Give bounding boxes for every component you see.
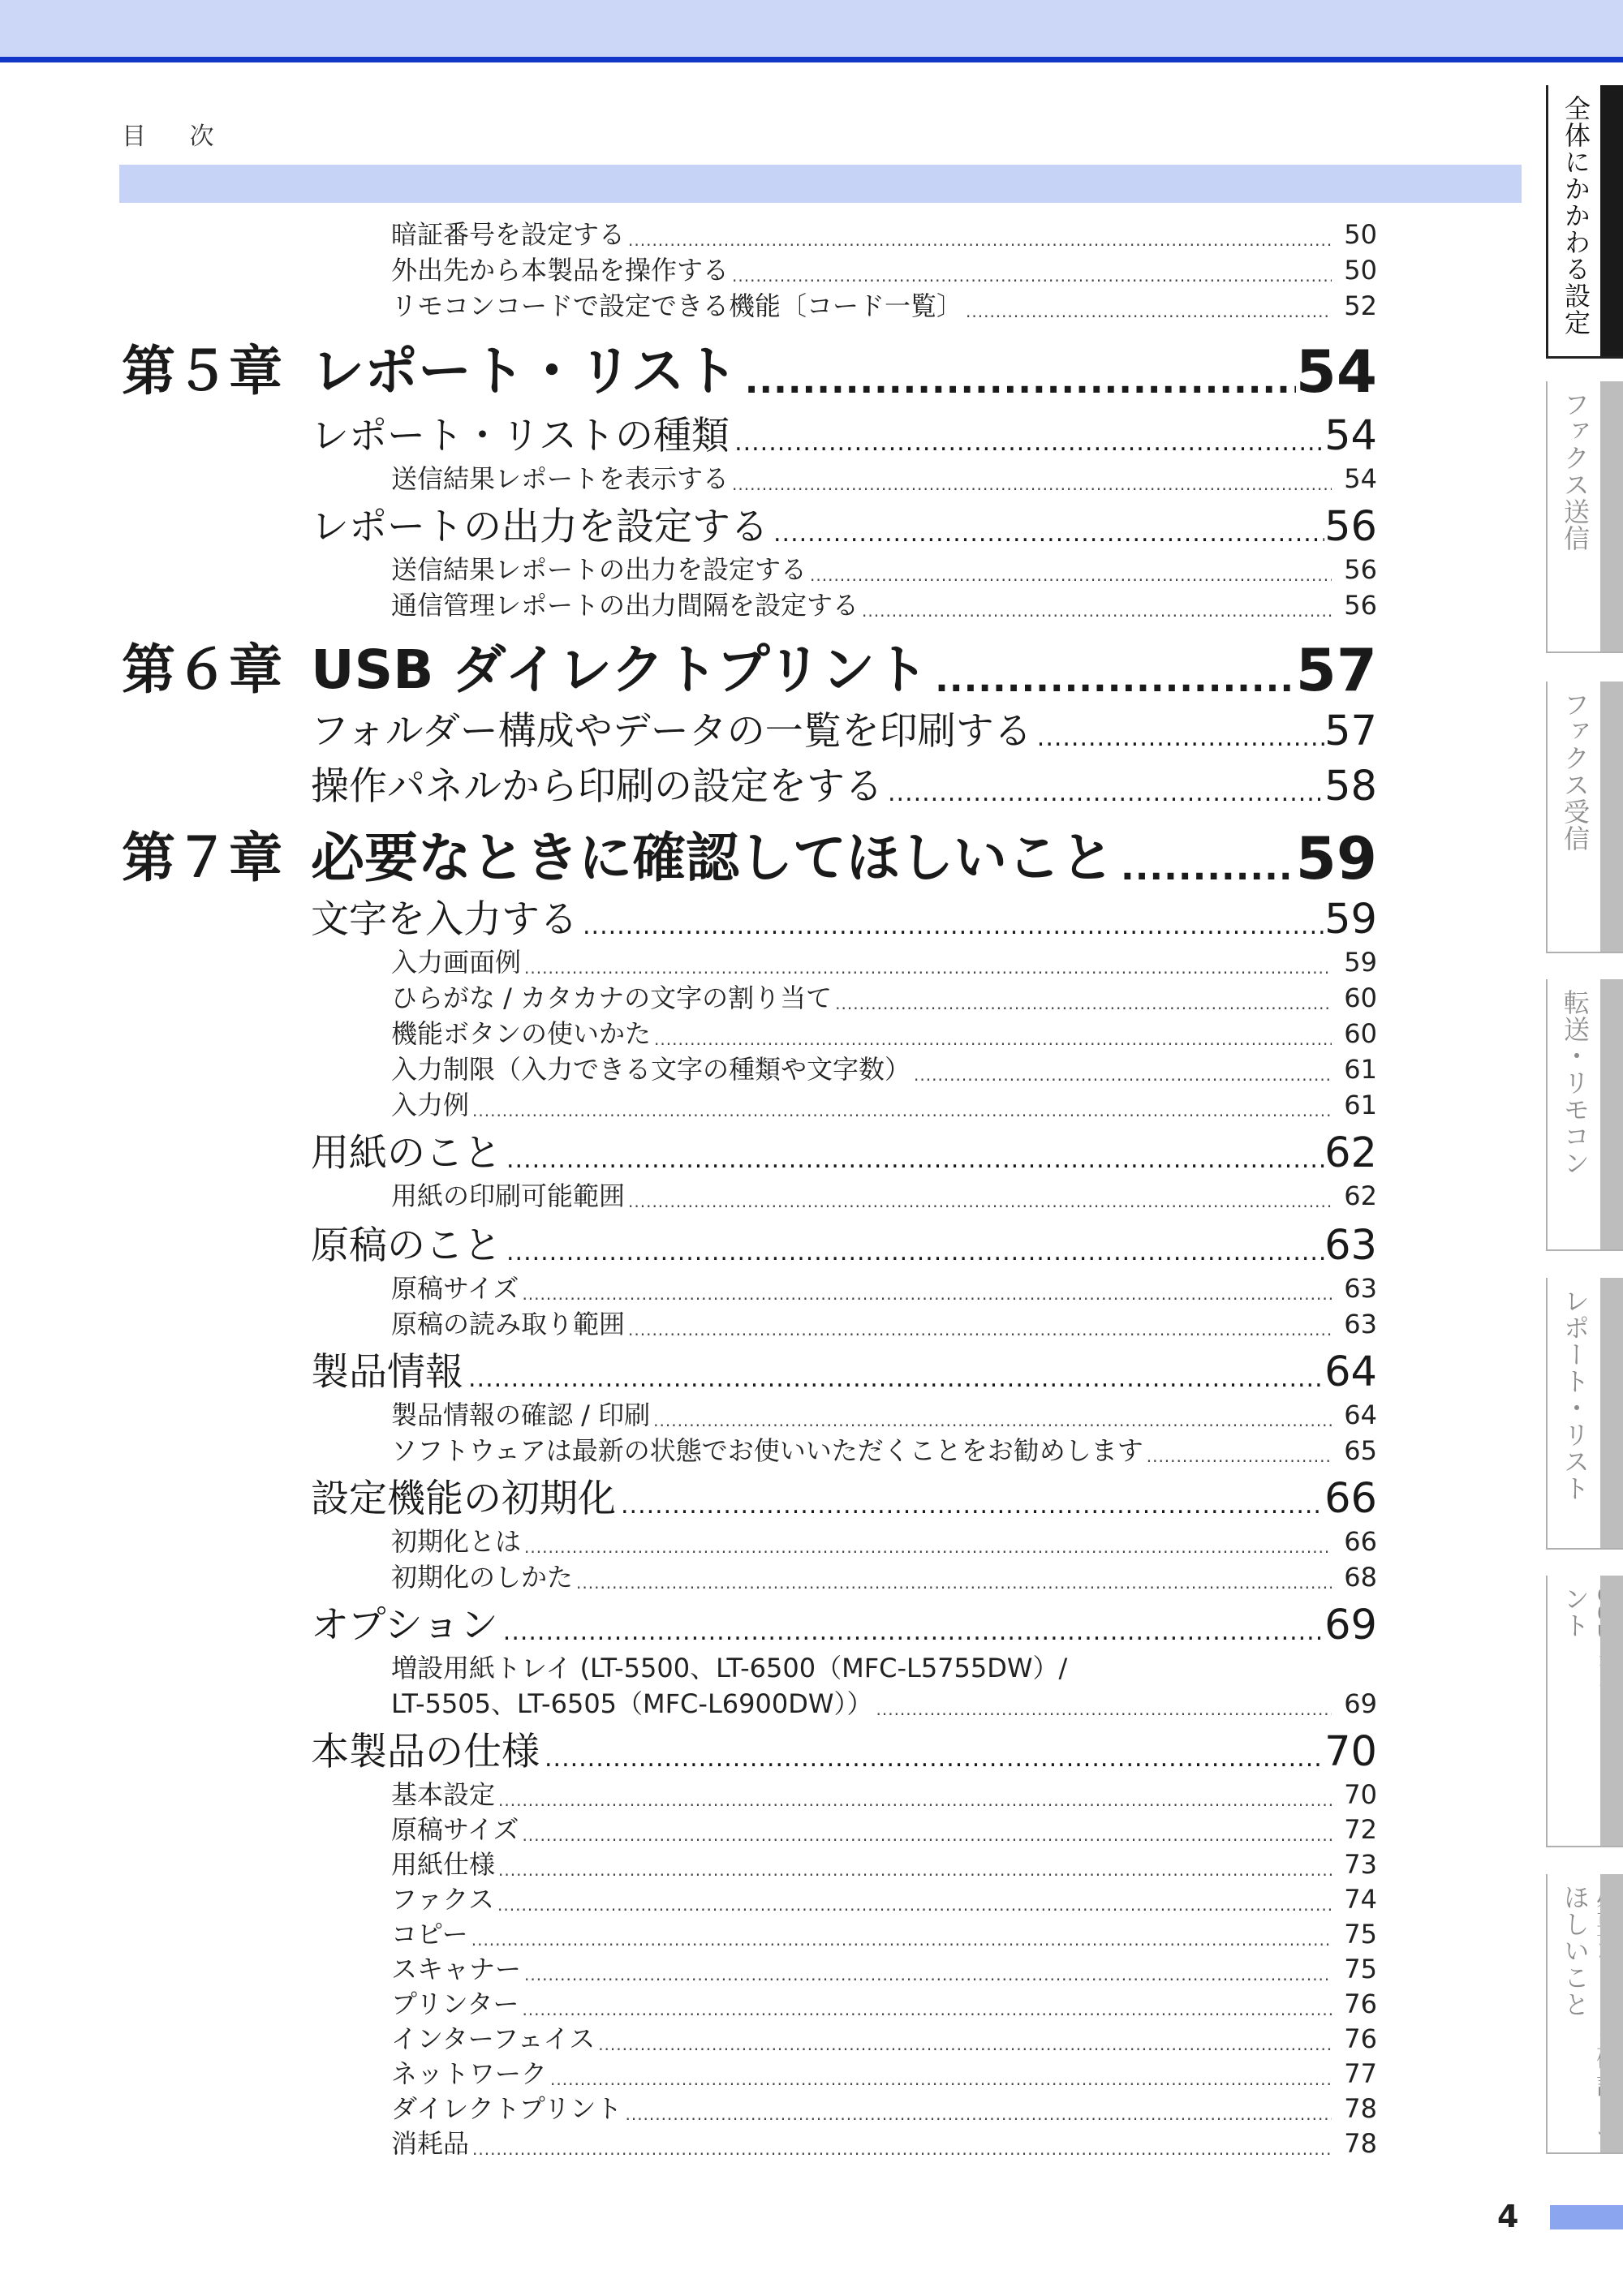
leader-dots: [540, 1741, 1324, 1777]
toc-item-title: 初期化のしかた: [391, 1562, 574, 1593]
leader-dots: [911, 1063, 1332, 1087]
toc-item[interactable]: [391, 2056, 1377, 2092]
toc-item-title: 入力例: [391, 1090, 470, 1120]
section-page: 58: [1324, 763, 1377, 810]
side-tab-transfer-remote[interactable]: [1546, 979, 1623, 1251]
leader-dots: [1032, 720, 1324, 756]
page-number-marker: [1550, 2205, 1623, 2229]
toc-item-title: 用紙仕様: [391, 1849, 496, 1880]
section-page: 59: [1324, 896, 1377, 944]
section-page: 56: [1324, 503, 1377, 551]
leader-dots: [616, 1488, 1324, 1524]
side-tab-indicator: [1600, 381, 1623, 651]
toc-item-page: 74: [1344, 1884, 1377, 1915]
side-tab-label: レポート・リスト: [1560, 1288, 1591, 1502]
toc-item-title: 通信管理レポートの出力間隔を設定する: [391, 590, 859, 621]
section-title: 操作パネルから印刷の設定をする: [311, 764, 883, 809]
leader-dots: [729, 264, 1332, 288]
section-page: 69: [1324, 1602, 1377, 1649]
toc-item-page: 56: [1344, 590, 1377, 621]
section-title: 用紙のこと: [311, 1131, 502, 1176]
leader-dots: [468, 1928, 1332, 1952]
toc-item[interactable]: [391, 1271, 1377, 1306]
side-tab-label: 全体にかかわる設定: [1561, 95, 1591, 336]
section-title: レポートの出力を設定する: [311, 505, 768, 549]
side-tab-indicator: [1600, 681, 1623, 952]
section-page: 62: [1324, 1129, 1377, 1177]
side-tab-fax-receive[interactable]: [1546, 681, 1623, 953]
leader-dots: [859, 599, 1332, 623]
page-header-label: 目 次: [122, 123, 232, 151]
toc-item-page: 52: [1344, 290, 1377, 321]
side-tab-indicator: [1600, 979, 1623, 1249]
toc-item-title: 入力画面例: [391, 947, 522, 978]
toc-item-page: 61: [1344, 1054, 1377, 1085]
toc-item-page: 54: [1344, 463, 1377, 494]
leader-dots: [519, 1823, 1332, 1847]
leader-dots: [650, 1408, 1332, 1433]
toc-item[interactable]: [391, 944, 1377, 980]
toc-section[interactable]: [311, 1222, 1377, 1271]
toc-item-title: コピー: [391, 1919, 468, 1950]
leader-dots: [498, 1615, 1324, 1650]
leader-dots: [502, 1142, 1324, 1178]
side-tab-usb-direct-print[interactable]: [1546, 1576, 1623, 1847]
toc-item-page: 68: [1344, 1562, 1377, 1593]
leader-dots: [625, 1189, 1332, 1214]
chapter-page: 59: [1295, 824, 1377, 892]
toc-item[interactable]: [391, 1559, 1377, 1595]
toc-item[interactable]: [391, 980, 1377, 1016]
section-page: 63: [1324, 1222, 1377, 1270]
page-number: 4: [1497, 2199, 1519, 2234]
toc-item-title: LT-5505、LT-6505（MFC-L6900DW））: [391, 1688, 873, 1719]
toc-item[interactable]: [391, 1178, 1377, 1214]
side-tab-indicator: [1600, 85, 1623, 356]
section-title: 製品情報: [311, 1350, 463, 1395]
toc-item-title: 送信結果レポートの出力を設定する: [391, 554, 807, 585]
toc-item-page: 77: [1344, 2058, 1377, 2089]
toc-item[interactable]: [391, 587, 1377, 623]
toc-item[interactable]: [391, 1686, 1377, 1722]
leader-dots: [469, 2137, 1332, 2161]
toc-item-page: 56: [1344, 554, 1377, 585]
toc-item-title-line1: 増設用紙トレイ (LT-5500、LT-6500（MFC-L5755DW）/: [391, 1653, 1068, 1683]
toc-item-page: 69: [1344, 1688, 1377, 1719]
leader-dots: [547, 2067, 1332, 2092]
side-tab-label: ほしいこと: [1560, 1884, 1591, 2018]
toc-section[interactable]: [311, 1602, 1377, 1650]
toc-item-page: 50: [1344, 219, 1377, 250]
toc-item[interactable]: [391, 2021, 1377, 2057]
toc-item-title: 消耗品: [391, 2128, 470, 2159]
side-tab-label: ファクス受信: [1560, 691, 1591, 852]
leader-dots: [495, 1858, 1332, 1882]
toc-item[interactable]: [391, 1777, 1377, 1812]
section-page: 70: [1324, 1728, 1377, 1776]
toc-item[interactable]: [391, 1951, 1377, 1987]
section-title: 設定機能の初期化: [311, 1477, 616, 1521]
side-tab-reference[interactable]: [1546, 1874, 1623, 2154]
leader-dots: [768, 516, 1324, 552]
toc-item-title: 原稿の読み取り範囲: [391, 1309, 626, 1339]
toc-item[interactable]: [391, 1433, 1377, 1468]
leader-dots: [1143, 1444, 1332, 1468]
toc-item-title: ソフトウェアは最新の状態でお使いいただくことをお勧めします: [391, 1435, 1143, 1466]
leader-dots: [494, 1893, 1332, 1917]
leader-dots: [469, 1099, 1332, 1123]
leader-dots: [729, 472, 1332, 497]
chapter-title: 必要なときに確認してほしいこと: [311, 827, 1114, 889]
leader-dots: [502, 1235, 1324, 1271]
toc-item-title: リモコンコードで設定できる機能〔コード一覧〕: [391, 290, 963, 321]
toc-item[interactable]: [391, 2126, 1377, 2161]
toc-section[interactable]: [311, 503, 1377, 552]
toc-item-page: 76: [1344, 2023, 1377, 2054]
toc-item-page: 70: [1344, 1779, 1377, 1810]
section-page: 64: [1324, 1348, 1377, 1396]
toc-item-page: 61: [1344, 1090, 1377, 1120]
leader-dots: [519, 1997, 1332, 2022]
section-title: オプション: [311, 1603, 498, 1648]
leader-dots: [832, 991, 1332, 1016]
leader-dots: [573, 1571, 1332, 1595]
leader-dots: [463, 1361, 1324, 1397]
toc-item[interactable]: [391, 1812, 1377, 1847]
toc-item-page: 65: [1344, 1435, 1377, 1466]
side-tab-indicator: [1600, 1576, 1623, 1846]
leader-dots: [521, 1963, 1332, 1987]
toc-item[interactable]: [391, 1847, 1377, 1882]
toc-section[interactable]: [311, 763, 1377, 811]
toc-item[interactable]: [391, 288, 1377, 324]
section-title: 本製品の仕様: [311, 1730, 540, 1774]
toc-item[interactable]: [391, 461, 1377, 497]
side-tab-label: ファクス送信: [1560, 391, 1591, 552]
toc-chapter[interactable]: [122, 338, 1377, 406]
leader-dots: [738, 357, 1296, 406]
toc-item[interactable]: [391, 1306, 1377, 1342]
toc-item-title: ダイレクトプリント: [391, 2093, 622, 2124]
section-page: 54: [1324, 412, 1377, 460]
toc-item[interactable]: [391, 552, 1377, 587]
leader-dots: [622, 2102, 1332, 2126]
toc-item-title: 基本設定: [391, 1779, 496, 1810]
leader-dots: [873, 1697, 1332, 1722]
toc-item-title: 原稿サイズ: [391, 1273, 519, 1304]
side-tab-label: ント: [1560, 1585, 1591, 1639]
side-tab-indicator: [1600, 1278, 1623, 1548]
toc-item-page: 64: [1344, 1400, 1377, 1430]
side-tab-indicator: [1600, 1874, 1623, 2152]
leader-dots: [651, 1027, 1332, 1051]
leader-dots: [928, 656, 1296, 704]
leader-dots: [962, 299, 1332, 324]
toc-item-page: 50: [1344, 255, 1377, 286]
toc-item-title: インターフェイス: [391, 2023, 596, 2054]
leader-dots: [883, 776, 1324, 811]
toc-item-title: 初期化とは: [391, 1526, 522, 1557]
section-page: 66: [1324, 1475, 1377, 1523]
toc-item-title: 原稿サイズ: [391, 1814, 519, 1845]
toc-item[interactable]: [391, 252, 1377, 288]
side-tab-general-settings[interactable]: [1546, 85, 1623, 359]
toc-item[interactable]: [391, 1016, 1377, 1051]
toc-item[interactable]: [391, 217, 1377, 252]
toc-section[interactable]: [311, 1728, 1377, 1777]
toc-item-title: 入力制限（入力できる文字の種類や文字数）: [391, 1054, 911, 1085]
chapter-page: 54: [1295, 338, 1377, 406]
leader-dots: [730, 425, 1324, 461]
side-tab-label: 転送・リモコン: [1560, 989, 1591, 1176]
toc-item-page: 63: [1344, 1309, 1377, 1339]
toc-item-title: ファクス: [391, 1884, 495, 1915]
toc-section[interactable]: [311, 412, 1377, 461]
toc-item-title: 製品情報の確認 / 印刷: [391, 1400, 651, 1430]
toc-item-page: 78: [1344, 2128, 1377, 2159]
toc-item-title: スキャナー: [391, 1954, 522, 1984]
leader-dots: [495, 1788, 1332, 1812]
leader-dots: [625, 1318, 1332, 1342]
toc-item-page: 60: [1344, 982, 1377, 1013]
toc-section[interactable]: [311, 707, 1377, 756]
toc-item-title: ひらがな / カタカナの文字の割り当て: [391, 982, 833, 1013]
toc-item[interactable]: [391, 1524, 1377, 1559]
section-title: レポート・リストの種類: [311, 414, 730, 458]
leader-dots: [578, 909, 1324, 944]
toc-item[interactable]: [391, 2091, 1377, 2126]
section-page: 57: [1324, 707, 1377, 755]
toc-item-page: 72: [1344, 1814, 1377, 1845]
toc-item[interactable]: [391, 1397, 1377, 1433]
toc-item[interactable]: [391, 1087, 1377, 1123]
toc-item-page: 63: [1344, 1273, 1377, 1304]
toc-item[interactable]: [391, 1986, 1377, 2022]
toc-item-title: 機能ボタンの使いかた: [391, 1018, 652, 1049]
chapter-number: 第６章: [122, 638, 282, 701]
section-title: 原稿のこと: [311, 1223, 502, 1268]
toc-item[interactable]: [391, 1051, 1377, 1087]
chapter-title: USB ダイレクトプリント: [311, 638, 929, 701]
toc-section[interactable]: [311, 1129, 1377, 1178]
leader-dots: [521, 1535, 1332, 1559]
chapter-number: 第５章: [122, 340, 282, 402]
toc-item-title: 暗証番号を設定する: [391, 219, 626, 250]
leader-dots: [595, 2032, 1332, 2057]
toc-item-page: 59: [1344, 947, 1377, 978]
leader-dots: [807, 563, 1332, 587]
toc-item-page: 73: [1344, 1849, 1377, 1880]
leader-dots: [1114, 844, 1296, 892]
toc-item-page: 78: [1344, 2093, 1377, 2124]
toc-section[interactable]: [311, 896, 1377, 944]
toc-item-title: ネットワーク: [391, 2058, 548, 2089]
side-tab-fax-send[interactable]: [1546, 381, 1623, 653]
leader-dots: [625, 228, 1332, 252]
toc-item-page: 62: [1344, 1180, 1377, 1211]
side-tab-report-list[interactable]: [1546, 1278, 1623, 1550]
chapter-page: 57: [1295, 636, 1377, 704]
leader-dots: [521, 956, 1332, 980]
toc-item-title: 外出先から本製品を操作する: [391, 255, 730, 286]
section-title: 文字を入力する: [311, 897, 578, 942]
toc-chapter[interactable]: [122, 824, 1377, 892]
chapter-number: 第７章: [122, 827, 282, 889]
toc-item[interactable]: [391, 1881, 1377, 1917]
toc-item-title: 送信結果レポートを表示する: [391, 463, 730, 494]
chapter-title: レポート・リスト: [311, 340, 738, 402]
toc-item[interactable]: [391, 1916, 1377, 1952]
toc-section[interactable]: [311, 1348, 1377, 1397]
toc-chapter[interactable]: [122, 636, 1377, 704]
toc-item-page: 66: [1344, 1526, 1377, 1557]
toc-item-page: 75: [1344, 1919, 1377, 1950]
toc-section[interactable]: [311, 1475, 1377, 1524]
toc-item-title: 用紙の印刷可能範囲: [391, 1180, 626, 1211]
toc-item-page: 75: [1344, 1954, 1377, 1984]
toc-item-title: プリンター: [391, 1989, 519, 2019]
toc-item-page: 76: [1344, 1989, 1377, 2019]
leader-dots: [519, 1282, 1332, 1306]
section-title: フォルダー構成やデータの一覧を印刷する: [311, 709, 1032, 754]
toc-item-page: 60: [1344, 1018, 1377, 1049]
